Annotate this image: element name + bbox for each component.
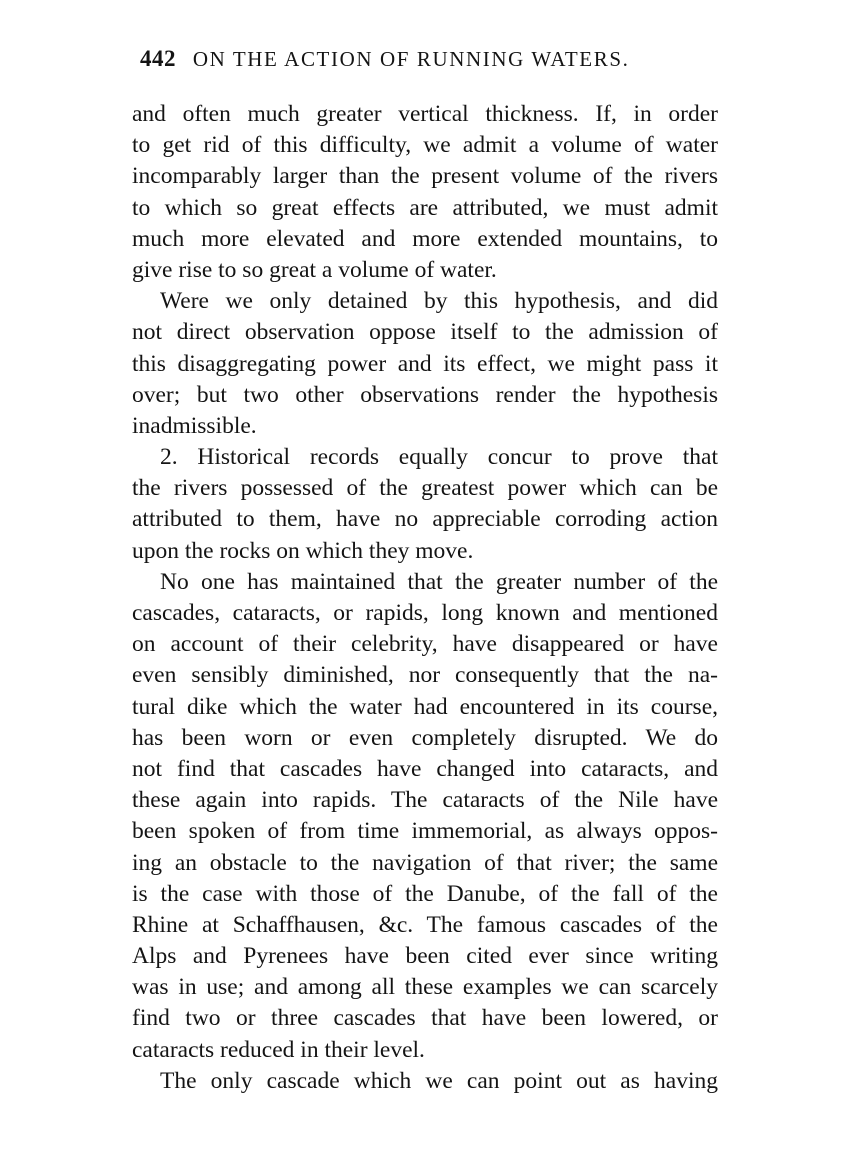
text-line: is the case with those of the Danube, of the fall of the bbox=[132, 880, 718, 907]
text-line: to get rid of this difficulty, we admit a volume of water bbox=[132, 132, 718, 159]
paragraph bbox=[132, 99, 718, 286]
text-line: cataracts reduced in their level. bbox=[132, 1036, 425, 1063]
text-line: tural dike which the water had encountered in its course, bbox=[132, 693, 718, 720]
text-line: even sensibly diminished, nor consequently that the na- bbox=[132, 662, 718, 689]
paragraph bbox=[132, 567, 718, 1066]
running-title: ON THE ACTION OF RUNNING WATERS. bbox=[192, 47, 630, 71]
text-line: not direct observation oppose itself to the admission of bbox=[132, 319, 718, 346]
text-line: No one has maintained that the greater number of the bbox=[160, 568, 718, 595]
text-line: attributed to them, have no appreciable corroding action bbox=[132, 506, 718, 533]
paragraph bbox=[132, 442, 718, 567]
page-number: 442 bbox=[140, 46, 176, 71]
text-line: upon the rocks on which they move. bbox=[132, 537, 474, 564]
text-line: cascades, cataracts, or rapids, long known and mentioned bbox=[132, 600, 718, 626]
paragraph bbox=[132, 1066, 718, 1097]
text-line: ing an obstacle to the navigation of that river; the same bbox=[132, 849, 718, 876]
text-line: been spoken of from time immemorial, as always oppos- bbox=[132, 818, 718, 845]
text-line: this disaggregating power and its effect, we might pass it bbox=[132, 350, 718, 377]
text-line: The only cascade which we can point out as having bbox=[160, 1067, 718, 1094]
text-line: give rise to so great a volume of water. bbox=[132, 256, 497, 283]
text-line: find two or three cascades that have been lowered, or bbox=[132, 1005, 718, 1032]
text-line: not find that cascades have changed into cataracts, and bbox=[132, 755, 718, 782]
text-line: has been worn or even completely disrupted. We do bbox=[132, 724, 718, 751]
text-line: on account of their celebrity, have disappeared or have bbox=[132, 631, 718, 658]
text-line: and often much greater vertical thickness. If, in order bbox=[132, 101, 718, 127]
text-line: Were we only detained by this hypothesis, and did bbox=[160, 288, 718, 315]
text-line: inadmissible. bbox=[132, 412, 257, 439]
text-line: Alps and Pyrenees have been cited ever since writing bbox=[132, 943, 718, 970]
body-text bbox=[132, 99, 718, 1097]
text-line: much more elevated and more extended mountains, to bbox=[132, 225, 718, 252]
paragraph bbox=[132, 286, 718, 442]
text-line: to which so great effects are attributed, we must admit bbox=[132, 194, 718, 221]
text-line: incomparably larger than the present volume of the rivers bbox=[132, 163, 718, 190]
text-line: Rhine at Schaffhausen, &c. The famous cascades of the bbox=[132, 911, 718, 938]
text-line: over; but two other observations render the hypothesis bbox=[132, 381, 718, 408]
text-line: the rivers possessed of the greatest power which can be bbox=[132, 475, 718, 502]
text-line: these again into rapids. The cataracts of the Nile have bbox=[132, 787, 718, 814]
text-line: was in use; and among all these examples we can scarcely bbox=[132, 974, 718, 1001]
text-line: 2. Historical records equally concur to prove that bbox=[160, 444, 718, 471]
running-head bbox=[140, 42, 700, 76]
